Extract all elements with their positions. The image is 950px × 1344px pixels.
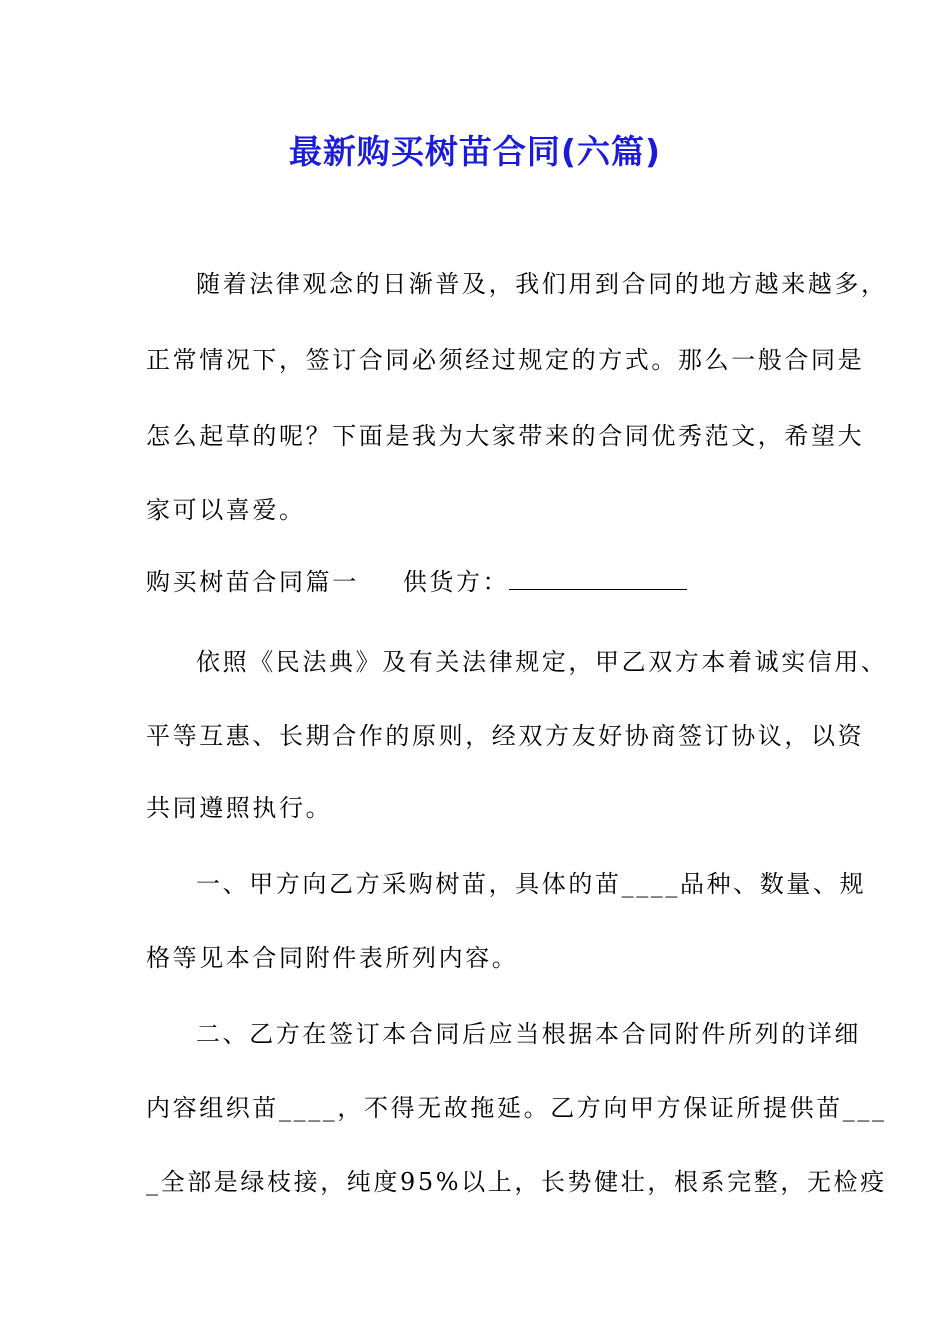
paragraph-line: 怎么起草的呢？下面是我为大家带来的合同优秀范文，希望大 bbox=[146, 422, 865, 450]
paragraph-line: 一、甲方向乙方采购树苗，具体的苗____品种、数量、规 bbox=[196, 870, 867, 898]
document-title: 最新购买树苗合同(六篇) bbox=[288, 132, 662, 171]
paragraph-line: 依照《民法典》及有关法律规定，甲乙双方本着诚实信用、 bbox=[196, 648, 888, 676]
paragraph-line: 共同遵照执行。 bbox=[146, 794, 333, 822]
paragraph-line: _全部是绿枝接，纯度95%以上，长势健壮，根系完整，无检疫 bbox=[146, 1168, 887, 1196]
paragraph-line: 随着法律观念的日渐普及，我们用到合同的地方越来越多， bbox=[196, 270, 888, 298]
paragraph-line: 平等互惠、长期合作的原则，经双方友好协商签订协议，以资 bbox=[146, 722, 865, 750]
paragraph-line: 内容组织苗____，不得无故拖延。乙方向甲方保证所提供苗___ bbox=[146, 1094, 887, 1122]
paragraph-line: 正常情况下，签订合同必须经过规定的方式。那么一般合同是 bbox=[146, 346, 865, 374]
section-heading: 购买树苗合同篇一 bbox=[146, 568, 359, 596]
paragraph-line: 家可以喜爱。 bbox=[146, 496, 306, 524]
section-heading-line bbox=[146, 564, 687, 600]
paragraph-line: 格等见本合同附件表所列内容。 bbox=[146, 944, 519, 972]
paragraph-line: 二、乙方在签订本合同后应当根据本合同附件所列的详细 bbox=[196, 1020, 861, 1048]
supplier-label: 供货方： bbox=[402, 568, 510, 596]
supplier-blank bbox=[509, 565, 687, 590]
